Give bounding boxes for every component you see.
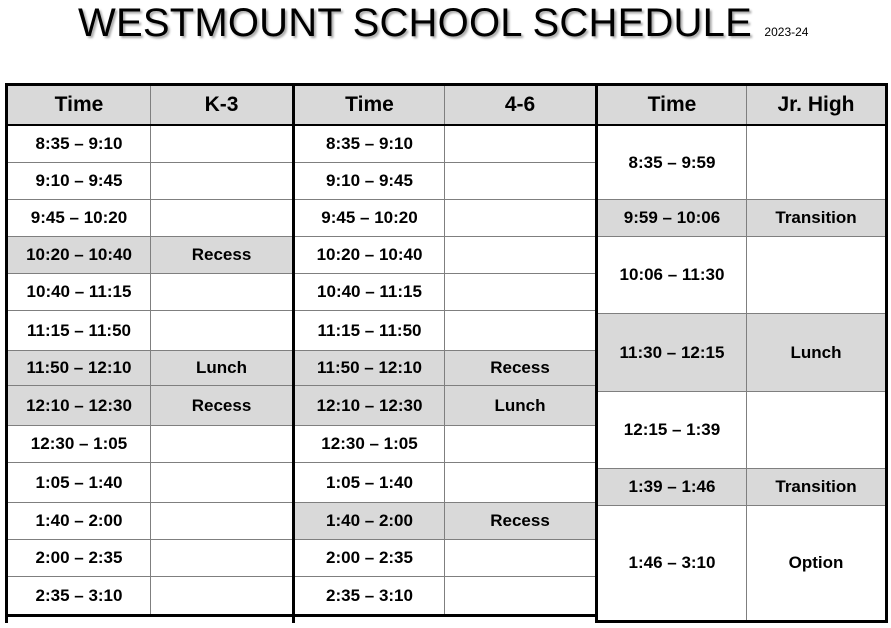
g46-activity-cell [445, 163, 595, 199]
jh-row [598, 314, 885, 392]
g46-activity-cell: Recess [445, 351, 595, 385]
k3-time-cell: 12:10 – 12:30 [8, 386, 151, 425]
g46-row [295, 386, 595, 426]
table-border-left [5, 83, 8, 623]
jh-row [598, 469, 885, 506]
k3-row [8, 163, 292, 200]
g46-activity-cell [445, 274, 595, 310]
k3-time-cell: 11:15 – 11:50 [8, 311, 151, 350]
g46-time-cell: 8:35 – 9:10 [295, 126, 445, 162]
g46-row [295, 351, 595, 386]
g46-row [295, 426, 595, 463]
k3-row [8, 463, 292, 503]
jh-activity-cell [747, 237, 885, 313]
jh-group-header: Jr. High [777, 93, 855, 116]
k3-row [8, 126, 292, 163]
g46-time-cell: 10:20 – 10:40 [295, 237, 445, 273]
g46-activity-cell [445, 200, 595, 236]
g46-row [295, 200, 595, 237]
jh-time-cell: 11:30 – 12:15 [598, 314, 747, 391]
k3-group-header: K-3 [204, 93, 239, 116]
k3-activity-cell: Recess [151, 237, 292, 273]
g46-row [295, 577, 595, 614]
g46-activity-cell [445, 540, 595, 576]
k3-row [8, 540, 292, 577]
jh-activity-cell: Lunch [747, 314, 885, 391]
jh-row [598, 126, 885, 200]
g46-row [295, 503, 595, 540]
g46-row [295, 163, 595, 200]
g46-activity-cell [445, 426, 595, 462]
k3-rows [8, 126, 292, 614]
k3-schedule-table [8, 83, 292, 617]
k3-row [8, 311, 292, 351]
g46-row [295, 311, 595, 351]
g46-time-header: Time [295, 86, 445, 124]
k3-time-cell: 12:30 – 1:05 [8, 426, 151, 462]
page-title [78, 0, 808, 50]
k3-row [8, 386, 292, 426]
jh-row [598, 506, 885, 620]
jr-high-schedule-table [598, 83, 885, 623]
g46-rows [295, 126, 595, 614]
grades-4-6-schedule-table [295, 83, 595, 617]
k3-time-cell: 2:00 – 2:35 [8, 540, 151, 576]
g46-time-cell: 10:40 – 11:15 [295, 274, 445, 310]
k3-time-cell: 10:40 – 11:15 [8, 274, 151, 310]
k3-row [8, 351, 292, 386]
k3-activity-cell [151, 503, 292, 539]
g46-activity-cell [445, 463, 595, 502]
k3-activity-cell [151, 200, 292, 236]
jh-time-cell: 1:39 – 1:46 [598, 469, 747, 505]
k3-time-cell: 1:05 – 1:40 [8, 463, 151, 502]
jh-time-cell: 9:59 – 10:06 [598, 200, 747, 236]
g46-activity-cell [445, 577, 595, 614]
jh-time-cell: 8:35 – 9:59 [598, 126, 747, 199]
k3-activity-cell: Recess [151, 386, 292, 425]
k3-row [8, 274, 292, 311]
k3-activity-cell [151, 311, 292, 350]
title-text: WESTMOUNT SCHOOL SCHEDULE [78, 1, 752, 45]
jh-time-header: Time [598, 86, 747, 124]
k3-row [8, 503, 292, 540]
school-year: 2023-24 [764, 25, 809, 39]
jh-activity-cell [747, 126, 885, 199]
k3-row [8, 426, 292, 463]
jh-row [598, 237, 885, 314]
jh-time-cell: 1:46 – 3:10 [598, 506, 747, 620]
g46-activity-cell: Lunch [445, 386, 595, 425]
table-divider-2 [595, 83, 598, 623]
table-border-right [885, 83, 888, 623]
g46-time-cell: 9:45 – 10:20 [295, 200, 445, 236]
g46-time-cell: 11:50 – 12:10 [295, 351, 445, 385]
g46-time-cell: 11:15 – 11:50 [295, 311, 445, 350]
k3-row [8, 200, 292, 237]
g46-activity-cell [445, 126, 595, 162]
g46-time-cell: 9:10 – 9:45 [295, 163, 445, 199]
k3-time-cell: 11:50 – 12:10 [8, 351, 151, 385]
g46-row [295, 237, 595, 274]
k3-row [8, 237, 292, 274]
k3-time-cell: 10:20 – 10:40 [8, 237, 151, 273]
g46-time-cell: 12:10 – 12:30 [295, 386, 445, 425]
g46-activity-cell [445, 311, 595, 350]
k3-activity-cell [151, 540, 292, 576]
jh-activity-cell: Option [788, 553, 844, 572]
g46-row [295, 463, 595, 503]
k3-time-cell: 9:45 – 10:20 [8, 200, 151, 236]
g46-group-header: 4-6 [504, 93, 536, 116]
k3-activity-cell [151, 463, 292, 502]
k3-time-cell: 2:35 – 3:10 [8, 577, 151, 614]
jh-activity-cell: Transition [747, 469, 885, 505]
g46-row [295, 274, 595, 311]
g46-time-cell: 2:35 – 3:10 [295, 577, 445, 614]
g46-row [295, 540, 595, 577]
jh-time-cell: 10:06 – 11:30 [598, 237, 747, 313]
jh-activity-cell: Transition [747, 200, 885, 236]
k3-activity-cell [151, 577, 292, 614]
k3-activity-cell: Lunch [151, 351, 292, 385]
jh-activity-cell [747, 392, 885, 468]
g46-time-cell: 1:40 – 2:00 [295, 503, 445, 539]
jh-row [598, 200, 885, 237]
k3-row [8, 577, 292, 614]
k3-time-cell: 8:35 – 9:10 [8, 126, 151, 162]
g46-activity-cell: Recess [445, 503, 595, 539]
k3-time-header: Time [8, 86, 151, 124]
k3-activity-cell [151, 274, 292, 310]
table-divider-1 [292, 83, 295, 623]
jh-time-cell: 12:15 – 1:39 [598, 392, 747, 468]
jh-row [598, 392, 885, 469]
g46-time-cell: 1:05 – 1:40 [295, 463, 445, 502]
k3-activity-cell [151, 126, 292, 162]
g46-time-cell: 2:00 – 2:35 [295, 540, 445, 576]
g46-time-cell: 12:30 – 1:05 [295, 426, 445, 462]
g46-activity-cell [445, 237, 595, 273]
k3-time-cell: 9:10 – 9:45 [8, 163, 151, 199]
jh-rows [598, 126, 885, 620]
k3-activity-cell [151, 163, 292, 199]
k3-activity-cell [151, 426, 292, 462]
g46-row [295, 126, 595, 163]
k3-time-cell: 1:40 – 2:00 [8, 503, 151, 539]
